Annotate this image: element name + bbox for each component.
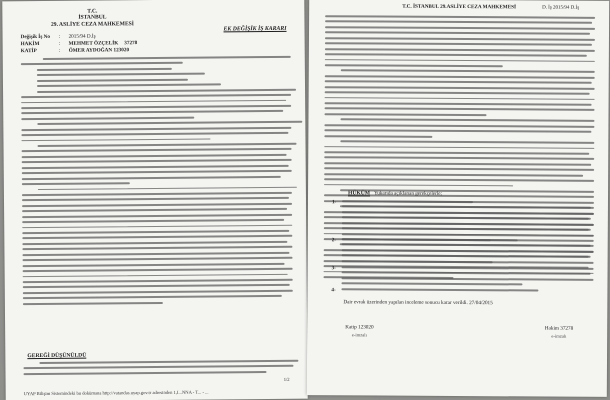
hukum-item-2: [342, 238, 594, 267]
court-header: T.C. İSTANBUL 29.ASLİYE CEZA MAHKEMESİ: [402, 3, 517, 11]
judge-registry: 37278: [124, 40, 138, 47]
header-line: İSTANBUL: [78, 14, 107, 22]
closing-text: Dair evrak üzerinden yapılan inceleme sonucu karar verildi. 27/04/2015: [343, 299, 493, 307]
section-heading: GEREĞİ DÜŞÜNÜLDÜ: [27, 352, 87, 360]
e-signature-mark: e-imzalı: [551, 333, 567, 339]
case-number-value: 2015/94 D.İş: [68, 33, 96, 40]
doc-number: D. İş 2015/94 D.İş: [542, 5, 580, 11]
right-document-page: [307, 0, 609, 397]
hukum-item-3: [341, 266, 593, 289]
clerk-signature: [345, 324, 373, 338]
item-number: 4-: [331, 287, 336, 294]
judge-name: MEHMET ÖZÇELİK: [68, 40, 119, 47]
court-header: [22, 8, 162, 28]
e-signature-mark: e-imzalı: [351, 332, 367, 338]
judge-signature: [545, 326, 573, 340]
item-number: 2-: [331, 237, 337, 244]
clerk-name: ÖMER AYDOĞAN 123020: [68, 47, 130, 54]
clerk-label: KATİP: [20, 48, 37, 55]
clerk-row: KATİP : ÖMER AYDOĞAN 123020: [20, 47, 130, 55]
header-line: 29. ASLİYE CEZA MAHKEMESİ: [50, 20, 134, 28]
uyap-footer: UYAP Bilişim Sistemindeki bu dokümana http://vatandas.uyap.gov.tr adresinden 1,I...NNA - T... - ...: [23, 389, 209, 397]
item-number: 3-: [331, 265, 336, 272]
page-number: 1/2: [283, 376, 290, 382]
case-number-label: Değişik İş No: [20, 33, 51, 41]
judge-row: HAKİM : MEHMET ÖZÇELİK 37278: [20, 40, 138, 48]
item-number: 1-: [331, 199, 337, 206]
header-line: T.C.: [87, 8, 98, 15]
left-document-page: [2, 0, 307, 400]
body-text-block-1: [21, 56, 293, 308]
document-title: EK DEĞİŞİK İŞ KARARI: [223, 25, 287, 33]
clerk-signature-label: Katip 123020: [345, 324, 374, 331]
case-number-row: Değişik İş No : 2015/94 D.İş: [20, 33, 96, 41]
judge-signature-label: Hakim 37278: [544, 325, 574, 332]
hukum-intro: Yukarıda açıklanan gerekçelerle;: [374, 190, 443, 197]
body-text-block-2: [23, 360, 293, 379]
judge-label: HAKİM: [20, 41, 40, 48]
case-metadata: [21, 33, 138, 55]
hukum-item-4: [341, 288, 593, 295]
hukum-heading: HÜKÜM: [348, 190, 371, 197]
